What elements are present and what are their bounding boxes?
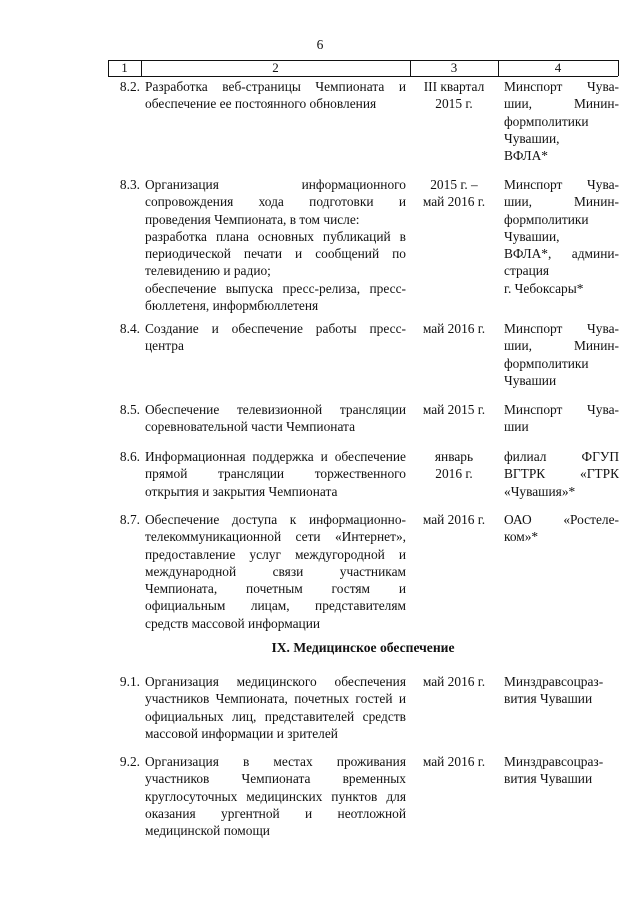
row-number: 8.2.	[119, 79, 140, 94]
row-responsible: Минспорт Чува- шии	[504, 402, 619, 435]
row-description: Обеспечение телевизионной трансляции соревновательной части Чемпионата	[145, 402, 406, 435]
row-number: 9.1.	[119, 674, 140, 689]
row-term: май 2016 г.	[422, 512, 486, 527]
row-number: 8.3.	[119, 177, 140, 192]
header-col-2: 2	[272, 60, 279, 75]
row-number: 8.5.	[119, 402, 140, 417]
row-responsible: филиал ФГУП ВГТРК «ГТРК «Чувашия»*	[504, 449, 619, 499]
row-responsible: Минздравсоцраз- вития Чувашии	[504, 674, 604, 707]
page-number: 6	[316, 37, 324, 52]
row-number: 8.4.	[119, 321, 140, 336]
header-col-3: 3	[450, 60, 458, 75]
row-description: Организация медицинского обеспечения участников Чемпионата, почетных гостей и официальных лиц, представителей средств массовой информации и зрителей	[145, 674, 406, 741]
row-responsible: Минспорт Чува- шии, Минин- формполитики Чувашии, ВФЛА*, админи- страция г. Чебоксары*	[504, 177, 619, 296]
row-term: май 2016 г.	[422, 754, 486, 769]
row-number: 8.6.	[119, 449, 140, 464]
table-header	[108, 60, 618, 76]
row-term: январь 2016 г.	[434, 449, 474, 482]
row-description: Создание и обеспечение работы пресс-центра	[145, 321, 406, 354]
row-description: Организация информационного сопровождения хода подготовки и проведения Чемпионата, в том числе: разработка плана основных публикаций в периодической печати и сообщений по телевидению и радио; обеспечение выпуска пресс-релиза, пресс-бюллетеня, информбюллетеня	[145, 177, 406, 314]
row-term: 2015 г. – май 2016 г.	[422, 177, 486, 210]
row-responsible: Минспорт Чува- шии, Минин- формполитики Чувашии, ВФЛА*	[504, 79, 619, 164]
row-term: III квартал 2015 г.	[423, 79, 485, 112]
row-term: май 2015 г.	[422, 402, 486, 417]
row-description: Информационная поддержка и обеспечение прямой трансляции торжественного открытия и закрытия Чемпионата	[145, 449, 406, 499]
header-col-1: 1	[121, 60, 128, 75]
row-responsible: Минздравсоцраз- вития Чувашии	[504, 754, 604, 787]
header-col-4: 4	[554, 60, 562, 75]
row-number: 9.2.	[119, 754, 140, 769]
row-term: май 2016 г.	[422, 321, 486, 336]
row-term: май 2016 г.	[422, 674, 486, 689]
row-description: Разработка веб-страницы Чемпионата и обеспечение ее постоянного обновления	[145, 79, 406, 112]
row-number: 8.7.	[119, 512, 140, 527]
row-description: Организация в местах проживания участников Чемпионата временных круглосуточных медицинских пунктов для оказания ургентной и неотложной медицинской помощи	[145, 754, 406, 839]
section-heading: IX. Медицинское обеспечение	[271, 640, 455, 655]
row-responsible: ОАО «Ростеле- ком»*	[504, 512, 619, 545]
row-description: Обеспечение доступа к информационно-телекоммуникационной сети «Интернет», предоставление услуг междугородной и международной связи участникам Чемпионата, почетным гостям и официальным лицам, представителям средств массовой информации	[145, 512, 406, 631]
row-responsible: Минспорт Чува- шии, Минин- формполитики Чувашии	[504, 321, 619, 388]
